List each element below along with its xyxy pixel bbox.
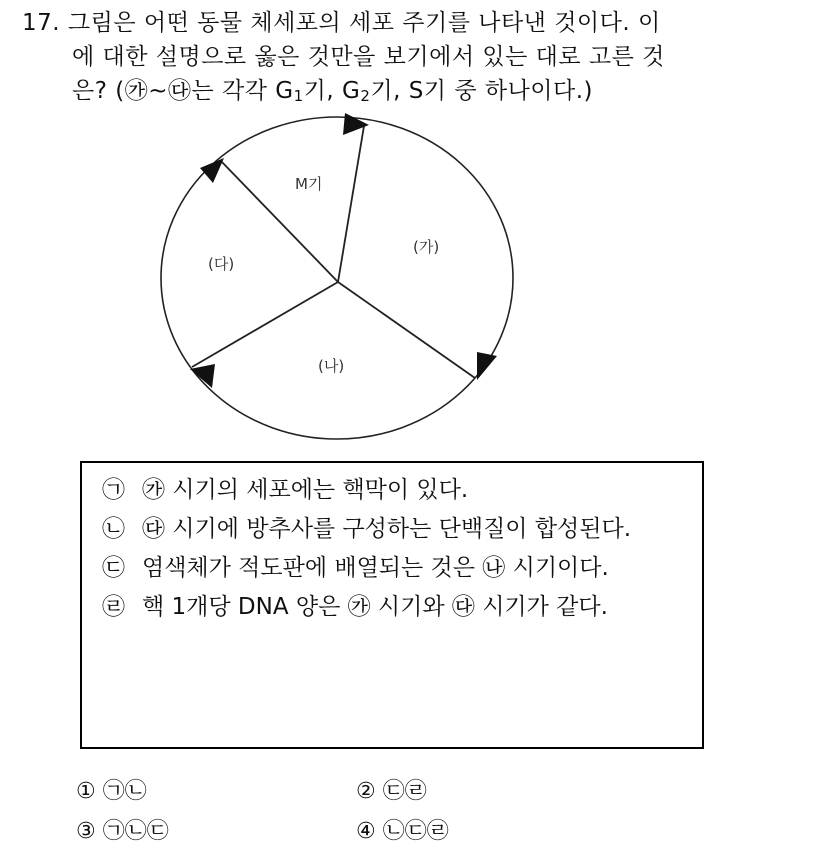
arrow-top-icon xyxy=(343,113,369,135)
question-line-3-mid: 기, G xyxy=(303,78,361,104)
question-line-3-suffix: 기, S기 중 하나이다.) xyxy=(370,78,594,104)
bogi-box xyxy=(80,461,704,749)
choice-4[interactable] xyxy=(356,812,449,852)
cell-cycle-diagram xyxy=(150,112,530,442)
choice-number: ③ xyxy=(76,819,96,844)
divider-m-ga xyxy=(338,126,364,282)
statement-text: ㉮ 시기의 세포에는 핵막이 있다. xyxy=(142,477,469,503)
arrow-left-icon xyxy=(190,364,215,388)
statement-mark: ㉢ xyxy=(102,555,125,581)
choice-2[interactable] xyxy=(356,772,427,812)
choice-1[interactable] xyxy=(76,772,147,812)
statement-1 xyxy=(102,471,684,510)
arrow-upper-left-icon xyxy=(200,158,224,183)
label-na: (나) xyxy=(318,357,345,375)
statement-3 xyxy=(102,549,684,588)
choice-number: ① xyxy=(76,779,96,804)
question-line-3-prefix: 은? (㉮~㉰는 각각 G xyxy=(72,78,294,104)
statement-mark: ㉠ xyxy=(102,477,125,503)
choice-answer: ㉢㉣ xyxy=(382,779,427,804)
statement-4 xyxy=(102,588,684,627)
question-line-3 xyxy=(22,74,802,108)
statement-text: 염색체가 적도판에 배열되는 것은 ㉯ 시기이다. xyxy=(142,555,609,581)
choice-number: ② xyxy=(356,779,376,804)
statement-text: ㉰ 시기에 방추사를 구성하는 단백질이 합성된다. xyxy=(142,516,632,542)
label-ga: (가) xyxy=(413,238,440,256)
label-m-phase: M기 xyxy=(295,175,323,193)
statement-mark: ㉣ xyxy=(102,594,125,620)
divider-na-da xyxy=(192,282,338,367)
question-line-1: 17. 그림은 어떤 동물 체세포의 세포 주기를 나타낸 것이다. 이 xyxy=(22,10,661,36)
question-text xyxy=(22,6,802,108)
subscript-2: 2 xyxy=(360,87,371,105)
statement-text: 핵 1개당 DNA 양은 ㉮ 시기와 ㉰ 시기가 같다. xyxy=(142,594,608,620)
choice-number: ④ xyxy=(356,819,376,844)
label-da: (다) xyxy=(208,255,235,273)
statement-mark: ㉡ xyxy=(102,516,125,542)
cell-cycle-svg xyxy=(150,112,530,442)
choice-answer: ㉠㉡㉢ xyxy=(102,819,169,844)
divider-ga-na xyxy=(338,282,475,378)
statement-2 xyxy=(102,510,684,549)
choice-3[interactable] xyxy=(76,812,169,852)
arrow-right-icon xyxy=(477,352,497,380)
question-line-2: 에 대한 설명으로 옳은 것만을 보기에서 있는 대로 고른 것 xyxy=(72,44,665,70)
choice-answer: ㉡㉢㉣ xyxy=(382,819,449,844)
choice-answer: ㉠㉡ xyxy=(102,779,147,804)
subscript-1: 1 xyxy=(293,87,304,105)
